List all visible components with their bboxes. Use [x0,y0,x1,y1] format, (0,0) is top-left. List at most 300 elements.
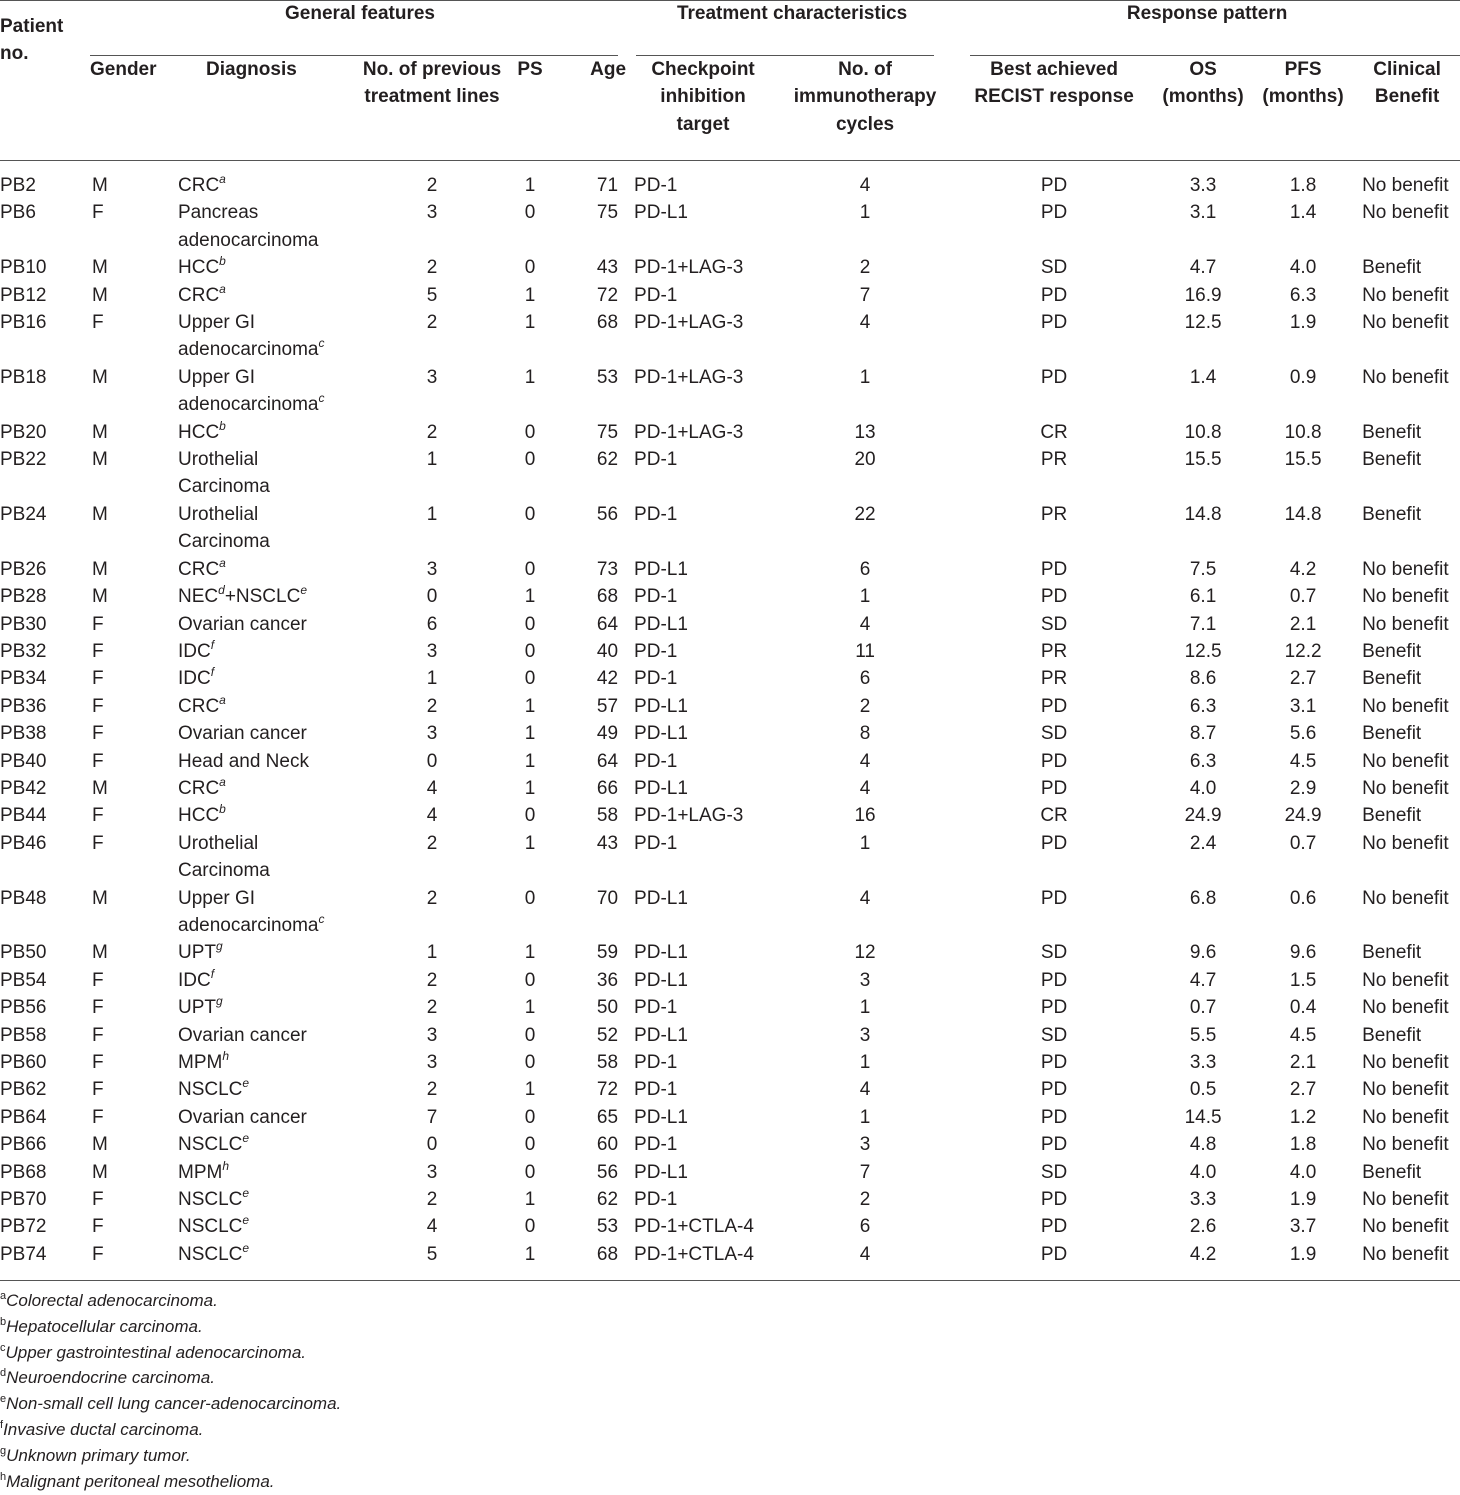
general-features-underline [90,55,618,56]
diagnosis-cell [178,1241,354,1268]
recist-cell: PD [1040,969,1068,991]
pfs-cell: 4.5 [1289,1024,1317,1046]
ps-cell: 1 [524,366,536,388]
footnote-mark: b [219,418,226,433]
footnote-mark: b [219,802,226,817]
cycles-cell: 12 [854,942,876,964]
os-cell: 14.8 [1184,503,1222,525]
clinical-benefit-cell: No benefit [1362,777,1449,799]
target-cell: PD-L1 [634,723,688,745]
footnote-mark: e [242,1186,250,1201]
age-cell: 68 [596,586,619,608]
clinical-benefit-cell: Benefit [1362,942,1422,964]
os-cell: 4.0 [1189,777,1217,799]
target-cell: PD-L1 [634,969,688,991]
cycles-cell: 4 [859,750,871,772]
pfs-cell: 0.7 [1289,832,1317,854]
os-cell: 4.7 [1189,969,1217,991]
age-cell: 50 [596,997,619,1019]
previous-lines-cell: 2 [426,997,438,1019]
diagnosis-cell [178,446,354,501]
footnote-mark: f [210,966,215,981]
diagnosis-text: Pancreas [178,202,259,224]
diagnosis-header: Diagnosis [206,59,297,80]
clinical-benefit-cell: No benefit [1362,284,1449,306]
pfs-cell: 5.6 [1289,723,1317,745]
os-cell: 15.5 [1184,449,1222,471]
age-cell: 53 [596,1216,619,1238]
ps-cell: 1 [524,586,536,608]
target-cell: PD-1+CTLA-4 [634,1243,754,1265]
cycles-cell: 13 [854,421,876,443]
footnote-text: Neuroendocrine carcinoma. [6,1368,215,1388]
pfs-cell: 1.8 [1289,1134,1317,1156]
footnote-mark: a [0,1290,7,1302]
footnote-line [0,1391,341,1417]
gender-cell: F [92,1243,104,1265]
ps-cell: 1 [524,777,536,799]
diagnosis-text: MPM [178,1161,223,1183]
diagnosis-text: CRC [178,558,220,580]
ps-header: PS [517,59,543,80]
diagnosis-cell [178,802,354,829]
os-cell: 24.9 [1184,805,1222,827]
age-cell: 65 [596,1106,619,1128]
gender-cell: F [92,202,104,224]
cycles-cell: 4 [859,887,871,909]
table-row [0,830,1460,885]
patient-id-cell: PB72 [0,1216,47,1238]
patient-id-cell: PB22 [0,449,47,471]
clinical-benefit-cell: No benefit [1362,312,1449,334]
cycles-cell: 3 [859,1134,871,1156]
table-row [0,364,1460,419]
diagnosis-text: Head and Neck [178,750,309,772]
patient-id-cell: PB60 [0,1052,47,1073]
pfs-cell: 6.3 [1289,284,1317,306]
target-cell: PD-1 [634,1189,678,1211]
table-row [0,693,1460,720]
target-cell: PD-1+LAG-3 [634,312,744,334]
footnote-mark: a [219,281,226,296]
patient-id-cell: PB68 [0,1161,47,1183]
cycles-cell: 6 [859,668,871,690]
target-cell: PD-1 [634,1134,678,1156]
diagnosis-cell [178,939,354,966]
patient-id-cell: PB40 [0,750,47,772]
previous-lines-cell: 0 [426,586,438,608]
table-row [0,160,1460,199]
cycles-cell: 4 [859,175,871,196]
target-cell: PD-1 [634,586,678,608]
cycles-cell: 1 [859,586,871,608]
cycles-cell: 11 [855,640,875,662]
age-cell: 68 [596,1243,619,1265]
target-cell: PD-1 [634,832,678,854]
diagnosis-text: CRC [178,777,220,799]
footnote-line [0,1443,191,1469]
os-cell: 1.4 [1189,366,1217,388]
clinical-benefit-cell: No benefit [1362,969,1449,991]
footnote-mark: a [219,692,226,707]
previous-lines-cell: 2 [426,312,438,334]
clinical-benefit-cell: No benefit [1362,175,1449,196]
gender-cell: F [92,969,104,991]
footnote-text: Colorectal adenocarcinoma. [6,1291,218,1310]
target-cell: PD-1+LAG-3 [634,805,744,827]
pfs-cell: 1.2 [1289,1106,1317,1128]
recist-cell: CR [1040,805,1068,827]
recist-cell: PD [1040,997,1068,1019]
pfs-cell: 1.9 [1289,1189,1317,1211]
recist-cell: PD [1040,1106,1068,1128]
patient-id-cell: PB44 [0,805,47,827]
recist-cell: PR [1040,640,1068,662]
diagnosis-text: IDC [178,640,211,662]
footnote-mark: c [318,391,325,406]
diagnosis-text-line2: adenocarcinoma [178,914,319,936]
ps-cell: 1 [524,175,536,196]
diagnosis-text: IDC [178,969,211,991]
recist-cell: PD [1040,1079,1068,1101]
ps-cell: 1 [524,1189,536,1211]
diagnosis-cell [178,1022,354,1049]
pfs-cell: 9.6 [1289,942,1317,964]
os-cell: 4.0 [1189,1161,1217,1183]
pfs-cell: 3.7 [1289,1216,1317,1238]
cycles-cell: 4 [859,312,871,334]
patient-id-cell: PB26 [0,558,47,580]
diagnosis-text: UPT [178,942,216,964]
previous-lines-header: No. of previous treatment lines [362,59,502,108]
pfs-cell: 15.5 [1284,449,1322,471]
gender-cell: M [92,942,108,964]
diagnosis-text: CRC [178,284,220,306]
target-cell: PD-1 [634,640,678,662]
table-body [0,160,1460,1268]
footnote-mark: c [318,336,325,351]
pfs-cell: 1.8 [1289,175,1317,196]
previous-lines-cell: 3 [426,1052,438,1073]
cycles-cell: 4 [859,1079,871,1101]
diagnosis-text-line2: adenocarcinoma [178,339,319,361]
diagnosis-cell [178,1131,354,1158]
table-row [0,720,1460,747]
previous-lines-cell: 1 [426,503,438,525]
diagnosis-cell [178,254,354,281]
ps-cell: 0 [524,1134,536,1156]
diagnosis-cell [178,1186,354,1213]
os-cell: 8.6 [1189,668,1217,690]
target-cell: PD-1 [634,997,678,1019]
footnote-line [0,1288,218,1314]
age-cell: 49 [596,723,619,745]
patient-id-cell: PB10 [0,257,47,279]
gender-cell: F [92,1052,104,1073]
pfs-cell: 1.9 [1289,1243,1317,1265]
age-cell: 56 [596,503,619,525]
footnote-mark: h [0,1470,7,1483]
recist-cell: PD [1040,1216,1068,1238]
pfs-cell: 1.9 [1289,312,1317,334]
diagnosis-cell [178,967,354,994]
diagnosis-text-line2: Carcinoma [178,476,270,498]
os-cell: 4.2 [1189,1243,1217,1265]
treatment-underline [636,55,934,56]
footnote-mark: e [242,1131,250,1146]
footnote-mark: e [0,1393,7,1406]
target-cell: PD-1+LAG-3 [634,421,744,443]
table-row [0,309,1460,364]
ps-cell: 0 [524,503,536,525]
footnote-mark: f [0,1419,4,1431]
target-cell: PD-L1 [634,202,688,224]
target-cell: PD-L1 [634,1106,688,1128]
patient-id-cell: PB46 [0,832,47,854]
age-cell: 42 [596,668,619,690]
ps-cell: 0 [524,613,536,635]
clinical-benefit-cell: No benefit [1362,1052,1449,1073]
gender-cell: F [92,805,104,827]
age-cell: 75 [596,202,619,224]
gender-cell: M [92,449,108,471]
patient-id-cell: PB38 [0,723,47,745]
cycles-cell: 2 [859,257,871,279]
recist-header: Best achieved RECIST response [974,59,1134,108]
clinical-benefit-cell: Benefit [1362,668,1422,690]
target-cell: PD-1 [634,175,678,196]
table-row [0,611,1460,638]
clinical-benefit-cell: No benefit [1362,750,1449,772]
age-cell: 62 [596,1189,619,1211]
previous-lines-cell: 4 [426,1216,438,1238]
pfs-cell: 2.1 [1289,613,1317,635]
os-cell: 3.3 [1189,1052,1217,1073]
cycles-cell: 1 [859,1052,871,1073]
ps-cell: 1 [524,832,536,854]
diagnosis-cell [178,775,354,802]
footnote-mark: e [242,1240,250,1255]
target-cell: PD-L1 [634,558,688,580]
response-pattern-header: Response pattern [954,0,1460,56]
previous-lines-cell: 6 [426,613,438,635]
age-cell: 58 [596,805,619,827]
ps-cell: 0 [524,449,536,471]
footnote-line [0,1417,203,1443]
recist-cell: PD [1040,586,1068,608]
patient-id-cell: PB30 [0,613,47,635]
diagnosis-text-line2: Carcinoma [178,531,270,553]
clinical-benefit-cell: No benefit [1362,695,1449,717]
age-cell: 36 [596,969,619,991]
ps-cell: 0 [524,257,536,279]
recist-cell: SD [1040,942,1068,964]
previous-lines-cell: 3 [426,723,438,745]
age-cell: 72 [596,284,619,306]
diagnosis-cell [178,638,354,665]
patient-id-cell: PB64 [0,1106,47,1128]
previous-lines-cell: 3 [426,558,438,580]
recist-cell: PD [1040,202,1068,224]
previous-lines-cell: 2 [426,969,438,991]
recist-cell: PD [1040,284,1068,306]
clinical-benefit-cell: No benefit [1362,1106,1449,1128]
os-cell: 14.5 [1184,1106,1222,1128]
recist-cell: SD [1040,1161,1068,1183]
gender-cell: F [92,723,104,745]
clinical-benefit-cell: Benefit [1362,723,1422,745]
previous-lines-cell: 7 [426,1106,438,1128]
patient-id-cell: PB6 [0,202,36,224]
clinical-benefit-cell: No benefit [1362,887,1449,909]
age-cell: 52 [596,1024,619,1046]
age-cell: 64 [596,750,619,772]
os-cell: 8.7 [1189,723,1217,745]
cycles-cell: 3 [859,969,871,991]
age-cell: 62 [596,449,619,471]
ps-cell: 0 [524,1216,536,1238]
diagnosis-cell [178,1076,354,1103]
cycles-cell: 6 [859,558,871,580]
diagnosis-text: NSCLC [178,1243,243,1265]
previous-lines-cell: 4 [426,777,438,799]
patient-id-cell: PB24 [0,503,47,525]
ps-cell: 0 [524,1161,536,1183]
footnote-mark: h [222,1049,230,1063]
footnote-mark: c [318,911,325,926]
patient-id-cell: PB54 [0,969,47,991]
diagnosis-text: IDC [178,668,211,690]
previous-lines-cell: 2 [426,695,438,717]
age-cell: 58 [596,1052,619,1073]
recist-cell: SD [1040,613,1068,635]
cycles-cell: 7 [859,284,871,306]
diagnosis-cell [178,1049,354,1076]
gender-cell: F [92,695,104,717]
pfs-cell: 12.2 [1284,640,1322,662]
patient-id-cell: PB48 [0,887,47,909]
bottom-rule [0,1280,1460,1281]
clinical-benefit-cell: No benefit [1362,1079,1449,1101]
footnote-text: Upper gastrointestinal adenocarcinoma. [5,1342,307,1362]
patient-id-cell: PB58 [0,1024,47,1046]
patient-id-cell: PB42 [0,777,47,799]
general-features-header: General features [90,0,630,56]
clinical-benefit-cell: No benefit [1362,1243,1449,1265]
ps-cell: 1 [524,997,536,1019]
gender-cell: M [92,366,108,388]
diagnosis-text-extra: +NSCLC [224,586,301,608]
group-header-row [0,0,1460,56]
diagnosis-text: Ovarian cancer [178,1106,307,1128]
table-row [0,1022,1460,1049]
previous-lines-cell: 2 [426,1189,438,1211]
age-cell: 60 [596,1134,619,1156]
diagnosis-cell [178,748,354,775]
gender-cell: M [92,1161,108,1183]
table-row [0,583,1460,610]
clinical-benefit-cell: No benefit [1362,1189,1449,1211]
previous-lines-cell: 2 [426,887,438,909]
recist-cell: PD [1040,887,1068,909]
os-cell: 2.4 [1189,832,1217,854]
clinical-benefit-header: Clinical Benefit [1373,59,1441,108]
recist-cell: PD [1040,1052,1068,1073]
patient-id-cell: PB50 [0,942,47,964]
table-row [0,939,1460,966]
target-cell: PD-L1 [634,887,688,909]
cycles-cell: 16 [854,805,876,827]
footnote-text: Non-small cell lung cancer-adenocarcinoma. [6,1394,342,1414]
ps-cell: 0 [524,1024,536,1046]
recist-cell: CR [1040,421,1068,443]
footnote-mark: a [219,774,226,789]
recist-cell: PR [1040,668,1068,690]
cycles-cell: 4 [859,777,871,799]
pfs-cell: 0.6 [1289,887,1317,909]
footnote-mark: a [219,555,226,570]
patient-id-cell: PB28 [0,586,47,608]
table-row [0,501,1460,556]
footnote-mark: e [242,1076,250,1091]
diagnosis-text: Ovarian cancer [178,723,307,745]
table-row [0,1241,1460,1268]
diagnosis-text: HCC [178,421,220,443]
recist-cell: PR [1040,503,1068,525]
patient-id-cell: PB56 [0,997,47,1019]
cycles-cell: 1 [859,366,871,388]
os-header: OS (months) [1162,59,1244,108]
footnote-line [0,1340,306,1366]
os-cell: 0.5 [1189,1079,1217,1101]
diagnosis-cell [178,994,354,1021]
gender-cell: M [92,284,108,306]
patient-id-cell: PB66 [0,1134,47,1156]
recist-cell: PD [1040,1243,1068,1265]
cycles-cell: 20 [854,449,876,471]
table-row [0,967,1460,994]
table-row [0,1213,1460,1240]
diagnosis-text: Ovarian cancer [178,613,307,635]
os-cell: 4.8 [1189,1134,1217,1156]
previous-lines-cell: 0 [426,1134,438,1156]
pfs-cell: 4.5 [1289,750,1317,772]
footnote-mark: g [216,939,223,954]
footnote-line [0,1314,203,1340]
recist-cell: PD [1040,777,1068,799]
diagnosis-text: NSCLC [178,1189,243,1211]
patient-id-cell: PB62 [0,1079,47,1101]
diagnosis-text: MPM [178,1052,223,1073]
footnote-mark: f [210,665,215,680]
clinical-benefit-cell: Benefit [1362,257,1422,279]
footnote-line [0,1469,275,1495]
clinical-benefit-cell: Benefit [1362,640,1422,662]
patient-id-cell: PB36 [0,695,47,717]
diagnosis-cell [178,419,354,446]
gender-cell: M [92,175,108,196]
clinical-benefit-cell: No benefit [1362,1134,1449,1156]
clinical-benefit-cell: Benefit [1362,1161,1422,1183]
ps-cell: 1 [524,284,536,306]
os-cell: 6.3 [1189,750,1217,772]
gender-cell: M [92,777,108,799]
diagnosis-text: CRC [178,175,220,196]
pfs-cell: 14.8 [1284,503,1322,525]
gender-cell: M [92,257,108,279]
ps-cell: 1 [524,1243,536,1265]
target-cell: PD-1 [634,1079,678,1101]
